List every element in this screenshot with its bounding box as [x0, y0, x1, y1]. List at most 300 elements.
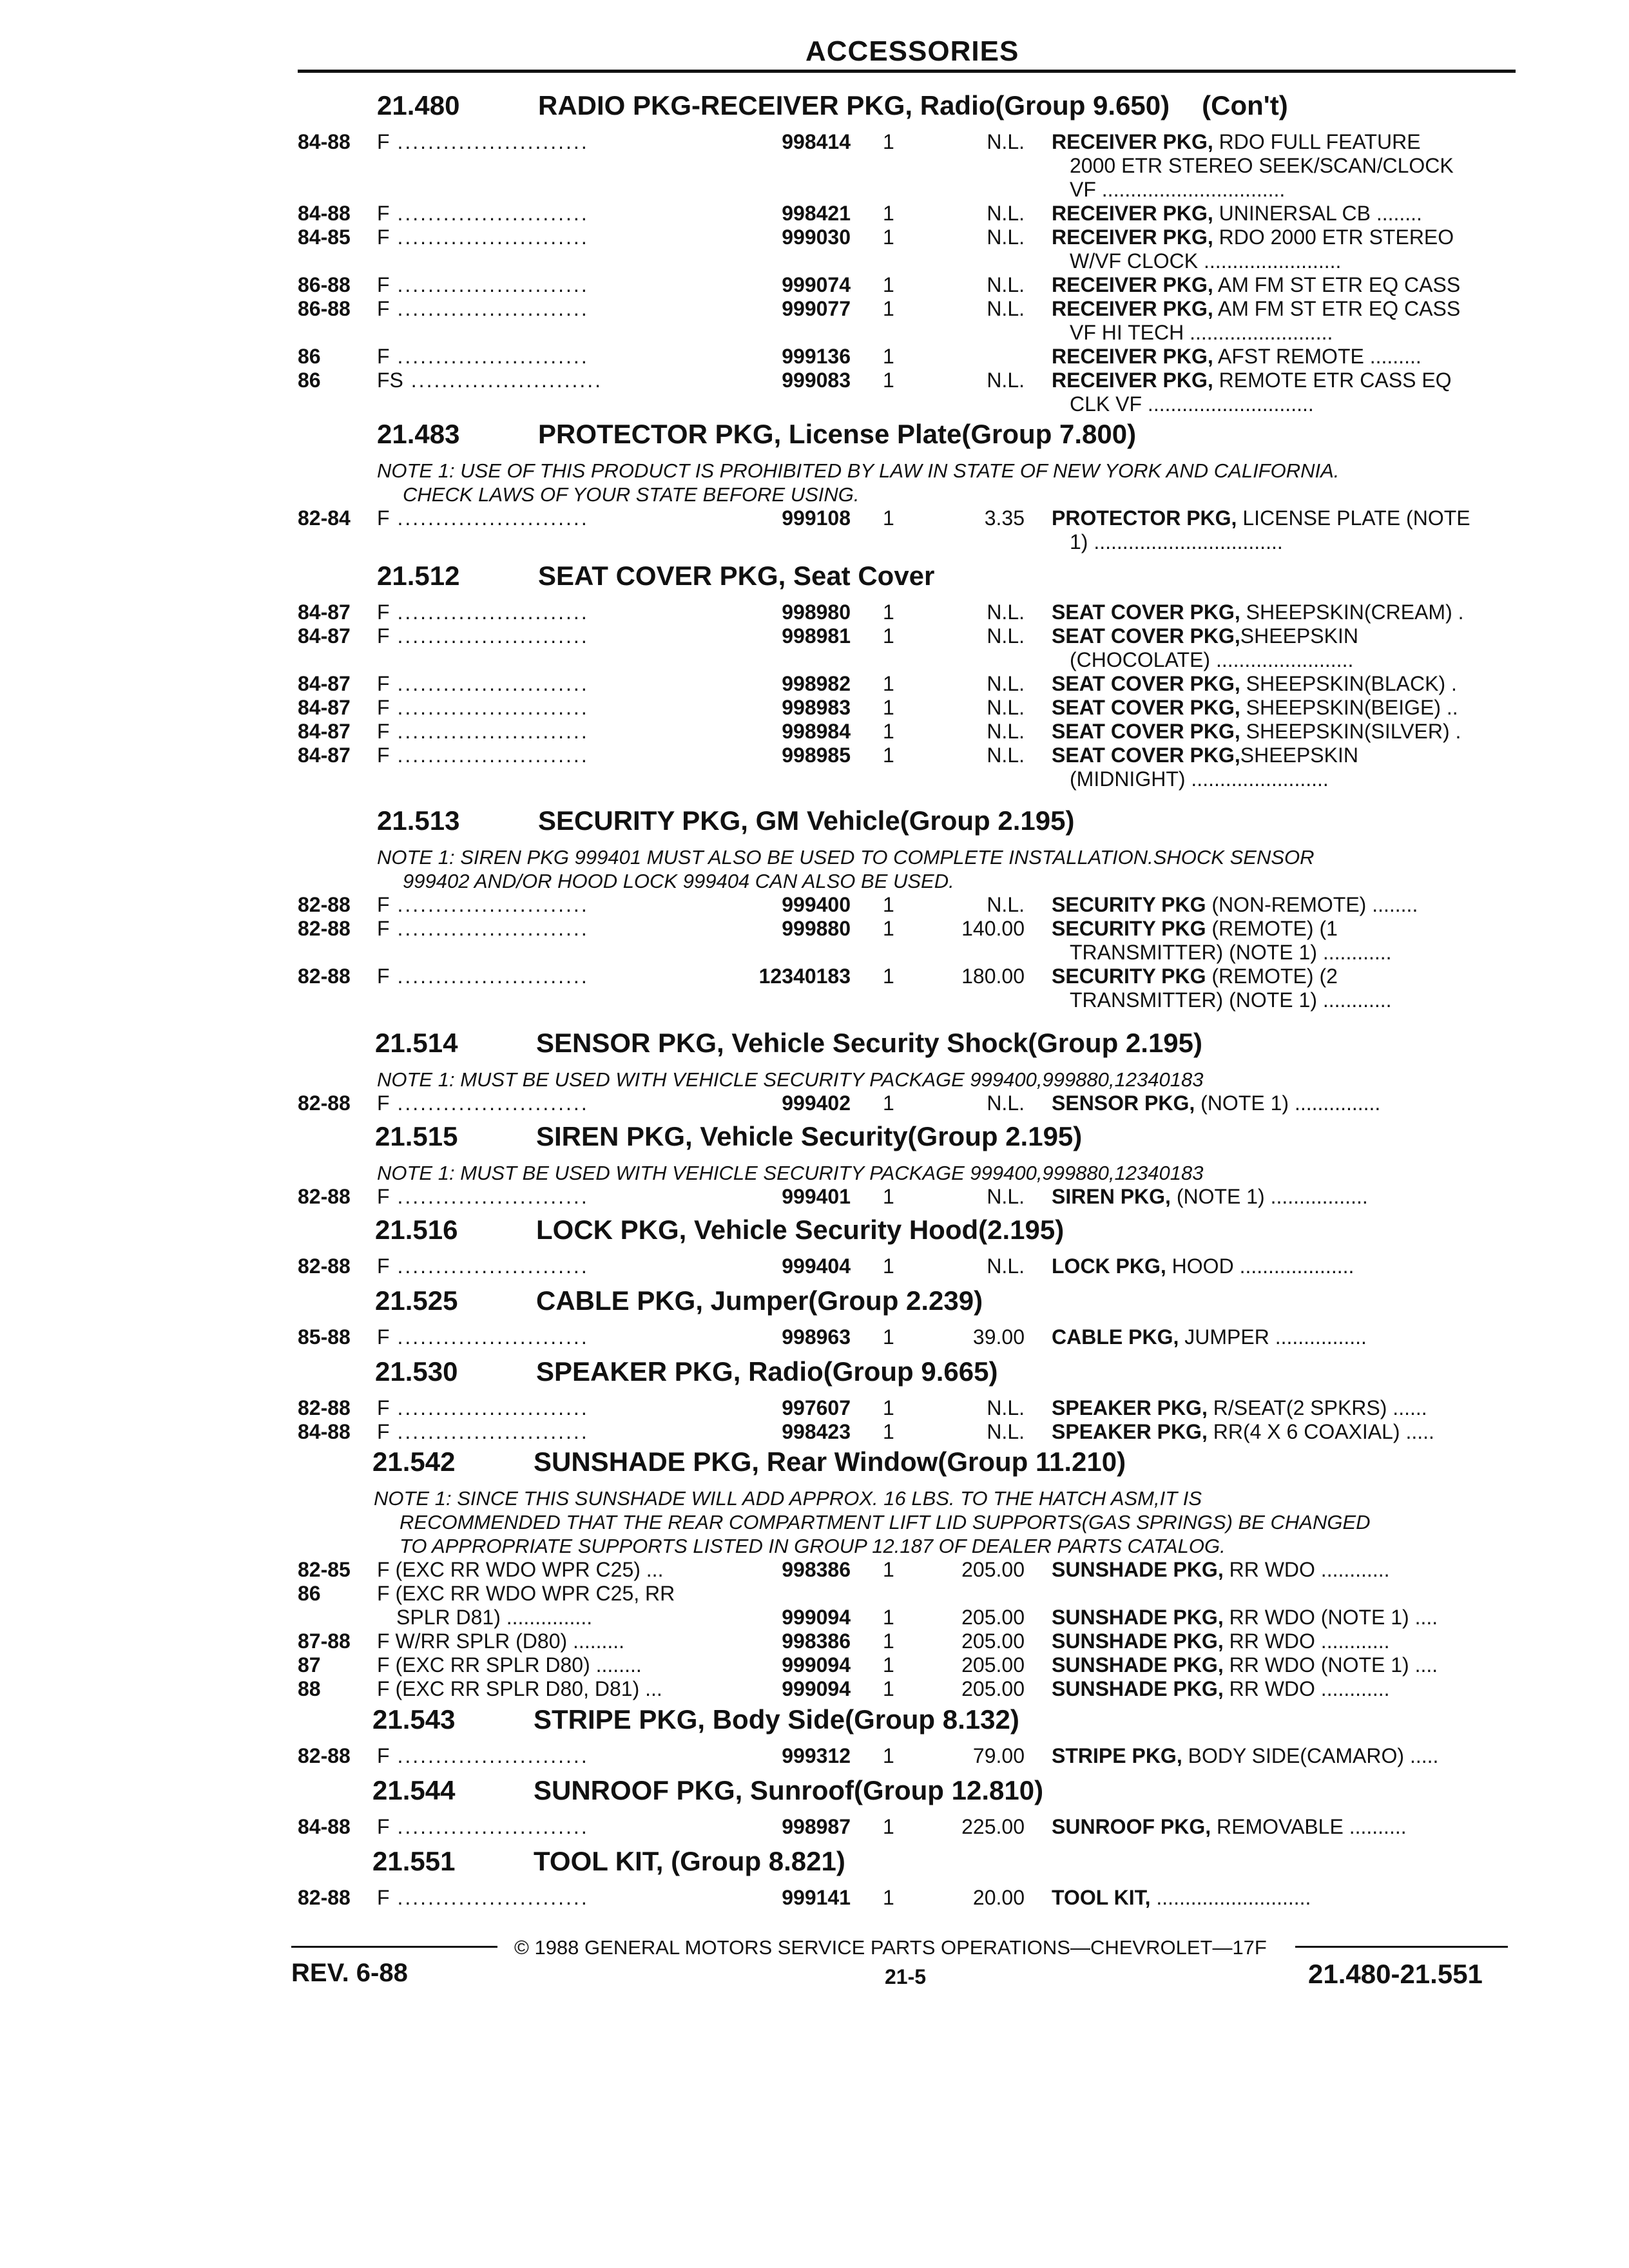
quantity: 1 — [883, 1744, 894, 1767]
model-years: 84-85 — [298, 226, 351, 249]
part-description-name: SECURITY PKG — [1052, 893, 1206, 916]
part-number: 999136 — [782, 345, 851, 368]
section-note-line: CHECK LAWS OF YOUR STATE BEFORE USING. — [403, 483, 860, 506]
part-description-detail: RR WDO ............ — [1223, 1629, 1390, 1653]
part-description — [1052, 1325, 1367, 1349]
part-description-name: SUNSHADE PKG, — [1052, 1606, 1224, 1629]
part-description-name: STRIPE PKG, — [1052, 1744, 1182, 1767]
part-description — [1052, 696, 1458, 720]
price: 3.35 — [984, 506, 1025, 530]
section-note-line: RECOMMENDED THAT THE REAR COMPARTMENT LIFT LID SUPPORTS(GAS SPRINGS) BE CHANGED — [400, 1511, 1371, 1533]
model-years: 82-88 — [298, 917, 351, 940]
part-description-detail: BODY SIDE(CAMARO) ..... — [1182, 1744, 1439, 1767]
usage-code: F ......................... — [377, 202, 589, 225]
leader-dots: ......................... — [389, 1744, 589, 1767]
part-description — [1052, 672, 1457, 696]
part-description-name: SPEAKER PKG, — [1052, 1420, 1208, 1443]
part-description — [1052, 1185, 1368, 1209]
section-number: 21.515 — [375, 1121, 458, 1151]
part-description-name: RECEIVER PKG, — [1052, 273, 1213, 296]
leader-dots: ......................... — [403, 369, 603, 392]
part-description-name: SUNSHADE PKG, — [1052, 1629, 1224, 1653]
section-title: CABLE PKG, Jumper(Group 2.239) — [536, 1285, 983, 1316]
model-years: 87-88 — [298, 1629, 351, 1653]
price: 180.00 — [961, 965, 1025, 988]
quantity: 1 — [883, 965, 894, 988]
price: N.L. — [987, 1185, 1025, 1208]
usage-code: F ......................... — [377, 744, 589, 767]
part-description — [1052, 965, 1338, 988]
usage-code: F W/RR SPLR (D80) ......... — [377, 1629, 625, 1653]
part-description-name: CABLE PKG, — [1052, 1325, 1179, 1349]
price: N.L. — [987, 202, 1025, 225]
part-number: 998980 — [782, 601, 851, 624]
price: N.L. — [987, 1254, 1025, 1278]
part-description-name: SEAT COVER PKG, — [1052, 601, 1240, 624]
price: 205.00 — [961, 1558, 1025, 1581]
price: N.L. — [987, 624, 1025, 648]
model-years: 82-88 — [298, 1091, 351, 1115]
model-years: 86 — [298, 1582, 321, 1605]
part-description-detail: SHEEPSKIN(CREAM) . — [1240, 601, 1464, 624]
leader-dots: ......................... — [389, 202, 589, 225]
part-description — [1052, 1629, 1389, 1653]
part-description — [1052, 1886, 1311, 1910]
page-header-title: ACCESSORIES — [805, 35, 1019, 67]
part-description-continuation: TRANSMITTER) (NOTE 1) ............ — [1070, 941, 1392, 964]
model-years: 84-88 — [298, 202, 351, 225]
part-description-detail: SHEEPSKIN(BEIGE) .. — [1240, 696, 1458, 719]
model-years: 82-88 — [298, 1396, 351, 1419]
usage-code: F ......................... — [377, 893, 589, 916]
part-description — [1052, 1653, 1438, 1677]
price: 79.00 — [972, 1744, 1025, 1767]
section-note-line: 999402 AND/OR HOOD LOCK 999404 CAN ALSO BE USED. — [403, 870, 954, 892]
part-description-detail: R/SEAT(2 SPKRS) ...... — [1207, 1396, 1427, 1419]
part-description-name: SEAT COVER PKG, — [1052, 696, 1240, 719]
quantity: 1 — [883, 1629, 894, 1653]
part-description — [1052, 202, 1422, 226]
part-number: 999880 — [782, 917, 851, 940]
usage-code: F ......................... — [377, 1815, 589, 1838]
quantity: 1 — [883, 744, 894, 767]
part-description-detail: REMOVABLE .......... — [1211, 1815, 1407, 1838]
part-description — [1052, 601, 1464, 624]
part-number: 999074 — [782, 273, 851, 296]
price: 205.00 — [961, 1606, 1025, 1629]
part-description-name: SEAT COVER PKG, — [1052, 624, 1240, 648]
model-years: 84-87 — [298, 696, 351, 719]
model-years: 88 — [298, 1677, 321, 1700]
part-description-detail: SHEEPSKIN — [1240, 624, 1358, 648]
section-title: SUNROOF PKG, Sunroof(Group 12.810) — [534, 1775, 1044, 1805]
footer-section-range: 21.480-21.551 — [1308, 1959, 1483, 1989]
section-title: RADIO PKG-RECEIVER PKG, Radio(Group 9.650) (Con't) — [538, 90, 1288, 120]
part-description-name: RECEIVER PKG, — [1052, 369, 1213, 392]
part-description-name: SECURITY PKG — [1052, 965, 1206, 988]
quantity: 1 — [883, 1091, 894, 1115]
leader-dots: ......................... — [389, 624, 589, 648]
usage-code: F ......................... — [377, 226, 589, 249]
part-description-continuation: 2000 ETR STEREO SEEK/SCAN/CLOCK — [1070, 154, 1454, 177]
part-description — [1052, 720, 1461, 744]
part-number: 998386 — [782, 1558, 851, 1581]
price: 20.00 — [972, 1886, 1025, 1909]
section-title: SPEAKER PKG, Radio(Group 9.665) — [536, 1356, 998, 1387]
part-description-detail: REMOTE ETR CASS EQ — [1213, 369, 1452, 392]
model-years: 86 — [298, 369, 321, 392]
part-description-continuation: TRANSMITTER) (NOTE 1) ............ — [1070, 988, 1392, 1012]
model-years: 87 — [298, 1653, 321, 1677]
quantity: 1 — [883, 624, 894, 648]
model-years: 82-88 — [298, 965, 351, 988]
price: N.L. — [987, 273, 1025, 296]
section-number: 21.530 — [375, 1356, 458, 1387]
part-description — [1052, 506, 1470, 530]
part-number: 999083 — [782, 369, 851, 392]
price: N.L. — [987, 744, 1025, 767]
usage-code: F ......................... — [377, 672, 589, 695]
part-description-detail: HOOD .................... — [1166, 1254, 1354, 1278]
footer-rule-left — [291, 1946, 497, 1948]
leader-dots: ......................... — [389, 273, 589, 296]
part-description — [1052, 130, 1421, 154]
part-description — [1052, 226, 1454, 249]
part-description — [1052, 917, 1338, 941]
leader-dots: ......................... — [389, 1254, 589, 1278]
part-description-name: SIREN PKG, — [1052, 1185, 1171, 1208]
leader-dots: ......................... — [389, 226, 589, 249]
leader-dots: ......................... — [389, 1325, 589, 1349]
model-years: 86 — [298, 345, 321, 368]
part-number: 998963 — [782, 1325, 851, 1349]
usage-code: F ......................... — [377, 345, 589, 368]
section-number: 21.542 — [372, 1446, 456, 1477]
leader-dots: ......................... — [389, 1886, 589, 1909]
part-description — [1052, 345, 1422, 369]
part-description-detail: AM FM ST ETR EQ CASS — [1213, 273, 1461, 296]
section-number: 21.551 — [372, 1846, 456, 1876]
part-description-detail: (NOTE 1) ................. — [1170, 1185, 1368, 1208]
part-description — [1052, 1254, 1354, 1278]
section-note-line: NOTE 1: MUST BE USED WITH VEHICLE SECURITY PACKAGE 999400,999880,12340183 — [377, 1162, 1204, 1184]
part-description — [1052, 273, 1460, 297]
model-years: 82-84 — [298, 506, 351, 530]
usage-code: F ......................... — [377, 917, 589, 940]
part-number: 999402 — [782, 1091, 851, 1115]
model-years: 84-87 — [298, 720, 351, 743]
part-number: 999404 — [782, 1254, 851, 1278]
usage-code: FS ......................... — [377, 369, 603, 392]
price: N.L. — [987, 1091, 1025, 1115]
part-number: 12340183 — [758, 965, 851, 988]
part-description-name: TOOL KIT, — [1052, 1886, 1151, 1909]
part-description-name: SUNSHADE PKG, — [1052, 1653, 1224, 1677]
price: N.L. — [987, 672, 1025, 695]
quantity: 1 — [883, 226, 894, 249]
usage-code: F ......................... — [377, 273, 589, 296]
price: N.L. — [987, 1396, 1025, 1419]
quantity: 1 — [883, 720, 894, 743]
quantity: 1 — [883, 917, 894, 940]
part-number: 998414 — [782, 130, 851, 153]
price: 39.00 — [972, 1325, 1025, 1349]
price: N.L. — [987, 1420, 1025, 1443]
leader-dots: ......................... — [389, 506, 589, 530]
quantity: 1 — [883, 893, 894, 916]
quantity: 1 — [883, 1886, 894, 1909]
part-description-detail: UNINERSAL CB ........ — [1213, 202, 1422, 225]
usage-code: F ......................... — [377, 720, 589, 743]
quantity: 1 — [883, 369, 894, 392]
model-years: 86-88 — [298, 297, 351, 320]
leader-dots: ......................... — [389, 672, 589, 695]
leader-dots: ......................... — [389, 1815, 589, 1838]
part-number: 999030 — [782, 226, 851, 249]
section-number: 21.483 — [377, 419, 460, 449]
usage-code: F (EXC RR WDO WPR C25, RR — [377, 1582, 675, 1605]
leader-dots: ......................... — [389, 965, 589, 988]
part-number: 999401 — [782, 1185, 851, 1208]
part-number: 998984 — [782, 720, 851, 743]
part-description-name: SECURITY PKG — [1052, 917, 1206, 940]
section-note-line: NOTE 1: SINCE THIS SUNSHADE WILL ADD APPROX. 16 LBS. TO THE HATCH ASM,IT IS — [374, 1487, 1202, 1510]
quantity: 1 — [883, 1815, 894, 1838]
part-number: 999141 — [782, 1886, 851, 1909]
part-description-name: SEAT COVER PKG, — [1052, 672, 1240, 695]
part-number: 998421 — [782, 202, 851, 225]
quantity: 1 — [883, 696, 894, 719]
part-description — [1052, 744, 1358, 767]
part-description-detail: RR WDO ............ — [1223, 1558, 1390, 1581]
usage-code: F ......................... — [377, 1325, 589, 1349]
part-number: 999400 — [782, 893, 851, 916]
part-description-detail: RR WDO ............ — [1223, 1677, 1390, 1700]
part-description — [1052, 369, 1452, 392]
model-years: 82-88 — [298, 1185, 351, 1208]
part-description-detail: SHEEPSKIN(BLACK) . — [1240, 672, 1457, 695]
model-years: 84-88 — [298, 1815, 351, 1838]
footer-rule-right — [1295, 1946, 1508, 1948]
price: 205.00 — [961, 1653, 1025, 1677]
part-number: 999108 — [782, 506, 851, 530]
part-description-detail: RR WDO (NOTE 1) .... — [1223, 1653, 1438, 1677]
quantity: 1 — [883, 1677, 894, 1700]
model-years: 85-88 — [298, 1325, 351, 1349]
leader-dots: ......................... — [389, 601, 589, 624]
part-number: 998982 — [782, 672, 851, 695]
usage-code: F ......................... — [377, 1091, 589, 1115]
part-description-detail: (REMOTE) (1 — [1206, 917, 1338, 940]
part-description-detail: ........................... — [1150, 1886, 1311, 1909]
price: N.L. — [987, 297, 1025, 320]
leader-dots: ......................... — [389, 1091, 589, 1115]
model-years: 82-88 — [298, 893, 351, 916]
price: N.L. — [987, 601, 1025, 624]
model-years: 84-87 — [298, 672, 351, 695]
price: N.L. — [987, 130, 1025, 153]
section-number: 21.514 — [375, 1028, 458, 1058]
quantity: 1 — [883, 202, 894, 225]
quantity: 1 — [883, 1325, 894, 1349]
footer-copyright: © 1988 GENERAL MOTORS SERVICE PARTS OPERATIONS—CHEVROLET—17F — [514, 1936, 1267, 1959]
part-description-detail: LICENSE PLATE (NOTE — [1237, 506, 1470, 530]
usage-code: F (EXC RR WDO WPR C25) ... — [377, 1558, 664, 1581]
price: N.L. — [987, 226, 1025, 249]
section-title: TOOL KIT, (Group 8.821) — [534, 1846, 845, 1876]
price: 225.00 — [961, 1815, 1025, 1838]
section-number: 21.480 — [377, 90, 460, 120]
quantity: 1 — [883, 672, 894, 695]
usage-code: F ......................... — [377, 1744, 589, 1767]
part-description-name: SEAT COVER PKG, — [1052, 744, 1240, 767]
model-years: 82-88 — [298, 1254, 351, 1278]
part-description — [1052, 1815, 1407, 1839]
part-description — [1052, 1420, 1434, 1444]
quantity: 1 — [883, 1653, 894, 1677]
part-number: 999077 — [782, 297, 851, 320]
part-description-name: RECEIVER PKG, — [1052, 202, 1213, 225]
part-number: 999094 — [782, 1677, 851, 1700]
part-description-continuation: (CHOCOLATE) ........................ — [1070, 648, 1354, 671]
part-description-detail: RR WDO (NOTE 1) .... — [1223, 1606, 1438, 1629]
part-description-name: LOCK PKG, — [1052, 1254, 1166, 1278]
leader-dots: ......................... — [389, 1396, 589, 1419]
part-description-name: RECEIVER PKG, — [1052, 226, 1213, 249]
part-description-detail: RR(4 X 6 COAXIAL) ..... — [1207, 1420, 1434, 1443]
quantity: 1 — [883, 130, 894, 153]
part-description — [1052, 1396, 1427, 1420]
section-number: 21.544 — [372, 1775, 456, 1805]
part-description — [1052, 893, 1418, 917]
price: 205.00 — [961, 1677, 1025, 1700]
section-title: SEAT COVER PKG, Seat Cover — [538, 561, 935, 591]
section-title: SUNSHADE PKG, Rear Window(Group 11.210) — [534, 1446, 1126, 1477]
part-number: 998981 — [782, 624, 851, 648]
leader-dots: ......................... — [389, 345, 589, 368]
section-number: 21.516 — [375, 1215, 458, 1245]
part-description — [1052, 297, 1460, 321]
model-years: 82-88 — [298, 1886, 351, 1909]
quantity: 1 — [883, 1558, 894, 1581]
price: N.L. — [987, 369, 1025, 392]
usage-code: F ......................... — [377, 1886, 589, 1909]
quantity: 1 — [883, 297, 894, 320]
part-description-detail: (NOTE 1) ............... — [1195, 1091, 1381, 1115]
section-title: PROTECTOR PKG, License Plate(Group 7.800) — [538, 419, 1137, 449]
usage-code: F ......................... — [377, 506, 589, 530]
part-description-detail: (REMOTE) (2 — [1206, 965, 1338, 988]
section-title: LOCK PKG, Vehicle Security Hood(2.195) — [536, 1215, 1065, 1245]
section-note-line: TO APPROPRIATE SUPPORTS LISTED IN GROUP 12.187 OF DEALER PARTS CATALOG. — [400, 1535, 1226, 1557]
model-years: 84-87 — [298, 601, 351, 624]
part-description — [1052, 1558, 1389, 1582]
header-rule — [298, 70, 1516, 73]
section-number: 21.525 — [375, 1285, 458, 1316]
model-years: 82-88 — [298, 1744, 351, 1767]
section-note-line: NOTE 1: USE OF THIS PRODUCT IS PROHIBITED BY LAW IN STATE OF NEW YORK AND CALIFORNIA. — [377, 459, 1340, 482]
footer-page-number: 21-5 — [885, 1965, 927, 1988]
part-description-continuation: VF ................................ — [1070, 178, 1286, 201]
leader-dots: ......................... — [389, 917, 589, 940]
part-description — [1052, 1606, 1438, 1629]
price: N.L. — [987, 893, 1025, 916]
part-description-detail: (NON-REMOTE) ........ — [1206, 893, 1418, 916]
usage-code: F ......................... — [377, 1420, 589, 1443]
part-description-name: SUNSHADE PKG, — [1052, 1558, 1224, 1581]
part-description-detail: SHEEPSKIN — [1240, 744, 1358, 767]
part-description-name: SEAT COVER PKG, — [1052, 720, 1240, 743]
usage-code: SPLR D81) ............... — [396, 1606, 593, 1629]
part-number: 999094 — [782, 1653, 851, 1677]
section-title: SENSOR PKG, Vehicle Security Shock(Group 2.195) — [536, 1028, 1203, 1058]
part-description — [1052, 1744, 1438, 1768]
part-number: 998983 — [782, 696, 851, 719]
footer-revision: REV. 6-88 — [291, 1959, 408, 1987]
part-description-name: SENSOR PKG, — [1052, 1091, 1195, 1115]
leader-dots: ......................... — [389, 720, 589, 743]
part-description-detail: RDO FULL FEATURE — [1213, 130, 1421, 153]
section-title: STRIPE PKG, Body Side(Group 8.132) — [534, 1704, 1019, 1735]
quantity: 1 — [883, 1185, 894, 1208]
part-number: 999312 — [782, 1744, 851, 1767]
quantity: 1 — [883, 1396, 894, 1419]
part-description-detail: AFST REMOTE ......... — [1213, 345, 1422, 368]
part-number: 999094 — [782, 1606, 851, 1629]
section-number: 21.512 — [377, 561, 460, 591]
usage-code: F ......................... — [377, 696, 589, 719]
price: N.L. — [987, 696, 1025, 719]
part-description-continuation: (MIDNIGHT) ........................ — [1070, 767, 1329, 791]
section-number: 21.513 — [377, 805, 460, 836]
part-description-name: SPEAKER PKG, — [1052, 1396, 1208, 1419]
section-title: SIREN PKG, Vehicle Security(Group 2.195) — [536, 1121, 1083, 1151]
part-description-name: RECEIVER PKG, — [1052, 345, 1213, 368]
part-description-detail: AM FM ST ETR EQ CASS — [1213, 297, 1461, 320]
part-description-detail: JUMPER ................ — [1179, 1325, 1367, 1349]
leader-dots: ......................... — [389, 130, 589, 153]
price: 140.00 — [961, 917, 1025, 940]
part-number: 997607 — [782, 1396, 851, 1419]
part-description — [1052, 1091, 1380, 1115]
part-description-continuation: VF HI TECH ......................... — [1070, 321, 1333, 344]
quantity: 1 — [883, 273, 894, 296]
part-number: 998386 — [782, 1629, 851, 1653]
part-number: 998423 — [782, 1420, 851, 1443]
leader-dots: ......................... — [389, 696, 589, 719]
quantity: 1 — [883, 1420, 894, 1443]
part-description-name: RECEIVER PKG, — [1052, 297, 1213, 320]
quantity: 1 — [883, 345, 894, 368]
model-years: 84-88 — [298, 130, 351, 153]
quantity: 1 — [883, 1606, 894, 1629]
part-number: 998987 — [782, 1815, 851, 1838]
usage-code: F ......................... — [377, 297, 589, 320]
quantity: 1 — [883, 506, 894, 530]
part-description-detail: SHEEPSKIN(SILVER) . — [1240, 720, 1461, 743]
usage-code: F (EXC RR SPLR D80) ........ — [377, 1653, 642, 1677]
model-years: 86-88 — [298, 273, 351, 296]
price: N.L. — [987, 720, 1025, 743]
usage-code: F ......................... — [377, 1254, 589, 1278]
section-note-line: NOTE 1: SIREN PKG 999401 MUST ALSO BE USED TO COMPLETE INSTALLATION.SHOCK SENSOR — [377, 846, 1315, 869]
price: 205.00 — [961, 1629, 1025, 1653]
part-description-name: SUNROOF PKG, — [1052, 1815, 1211, 1838]
part-number: 998985 — [782, 744, 851, 767]
section-title: SECURITY PKG, GM Vehicle(Group 2.195) — [538, 805, 1075, 836]
part-description — [1052, 1677, 1389, 1701]
leader-dots: ......................... — [389, 297, 589, 320]
